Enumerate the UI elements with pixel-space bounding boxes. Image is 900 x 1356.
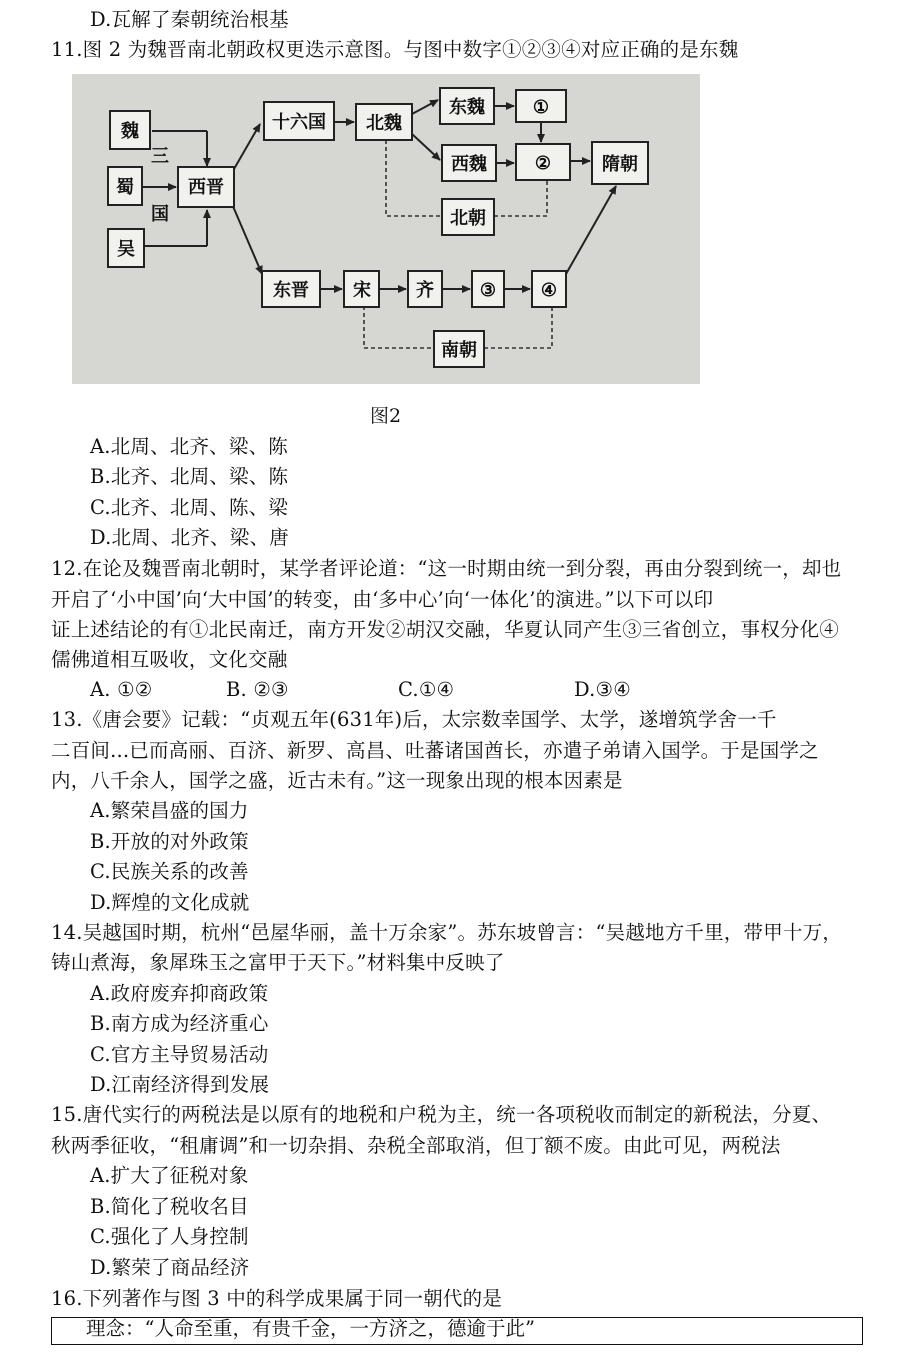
q14-option-c[interactable]: C.官方主导贸易活动 [90,1043,269,1066]
q15-option-c[interactable]: C.强化了人身控制 [90,1225,249,1248]
q14-stem-line-1: 14.吴越国时期，杭州“邑屋华丽，盖十万余家”。苏东坡曾言：“吴越地方千里，带甲十万， [51,921,843,944]
label-n4: ④ [540,280,558,301]
q14-option-a[interactable]: A.政府废弃抑商政策 [90,982,269,1005]
label-beichao: 北朝 [450,208,486,229]
label-xiwei: 西魏 [451,154,487,175]
q13-option-a[interactable]: A.繁荣昌盛的国力 [90,799,249,822]
q16-stem: 16.下列著作与图 3 中的科学成果属于同一朝代的是 [51,1287,503,1310]
q12-option-a[interactable]: A. ①② [90,678,153,701]
q12-option-d[interactable]: D.③④ [574,678,631,701]
q10-option-d: D.瓦解了秦朝统治根基 [90,8,289,31]
q14-option-b[interactable]: B.南方成为经济重心 [90,1012,269,1035]
arrow-beiwei-dongwei [412,100,438,114]
q13-stem-line-2: 二百间...已而高丽、百济、新罗、高昌、吐蕃诸国酋长，亦遣子弟请入国学。于是国学之 [51,739,819,762]
q11-option-a[interactable]: A.北周、北齐、梁、陈 [90,435,288,458]
label-qi: 齐 [416,280,434,301]
arrow-n4-suichao [566,186,616,274]
q16-figure-3-box [51,1317,863,1345]
label-n2: ② [534,153,552,174]
q12-option-b[interactable]: B. ②③ [226,678,289,701]
q16-box-text: 理念：“人命至重，有贵千金，一方济之，德逾于此” [86,1317,535,1340]
dash-song-nanchao [364,306,434,348]
q11-option-d[interactable]: D.北周、北齐、梁、唐 [90,526,289,549]
q13-stem-line-1: 13.《唐会要》记载：“贞观五年(631年)后，太宗数幸国学、太学，遂增筑学舍一千 [51,708,777,731]
label-song: 宋 [353,280,371,301]
label-n1: ① [532,97,550,118]
q15-option-b[interactable]: B.简化了税收名目 [90,1195,249,1218]
q11-stem: 11.图 2 为魏晋南北朝政权更迭示意图。与图中数字①②③④对应正确的是东魏 [51,38,739,61]
label-sanguo-1: 三 [151,146,169,167]
dash-beichao-n2 [494,180,547,216]
label-n3: ③ [479,280,497,301]
arrow-xijin-shiliuguo [234,124,260,169]
q15-option-d[interactable]: D.繁荣了商品经济 [90,1256,250,1279]
q13-option-c[interactable]: C.民族关系的改善 [90,860,249,883]
label-wu: 吴 [117,239,135,260]
label-xijin: 西晋 [188,177,224,198]
q14-stem-line-2: 铸山煮海，象犀珠玉之富甲于天下。”材料集中反映了 [51,951,505,974]
label-suichao: 隋朝 [602,154,638,175]
q13-option-d[interactable]: D.辉煌的文化成就 [90,891,250,914]
label-dongjin: 东晋 [273,280,309,301]
dash-nanchao-n4 [484,306,552,348]
q13-option-b[interactable]: B.开放的对外政策 [90,830,249,853]
q12-stem-line-2: 开启了‘小中国’向‘大中国’的转变，由‘多中心’向‘一体化’的演进。”以下可以印 [51,588,714,611]
label-beiwei: 北魏 [366,113,402,134]
label-nanchao: 南朝 [441,340,477,361]
q14-option-d[interactable]: D.江南经济得到发展 [90,1073,270,1096]
q13-stem-line-3: 内，八千余人，国学之盛，近古未有。”这一现象出现的根本因素是 [51,769,623,792]
figure-2-caption: 图2 [370,405,402,427]
q15-stem-line-2: 秋两季征收，“租庸调”和一切杂捐、杂税全部取消，但丁额不废。由此可见，两税法 [51,1134,781,1157]
q15-stem-line-1: 15.唐代实行的两税法是以原有的地税和户税为主，统一各项税收而制定的新税法，分夏、 [51,1103,832,1126]
arrow-xijin-dongjin [232,204,262,274]
q11-option-b[interactable]: B.北齐、北周、梁、陈 [90,465,289,488]
q12-stem-line-3: 证上述结论的有①北民南迁，南方开发②胡汉交融，华夏认同产生③三省创立，事权分化④ [51,618,840,641]
q11-option-c[interactable]: C.北齐、北周、陈、梁 [90,496,289,519]
label-sanguo-2: 国 [151,204,169,225]
label-dongwei: 东魏 [449,97,485,118]
figure-2-regime-diagram [72,74,700,384]
label-shiliuguo: 十六国 [272,112,326,133]
q12-option-c[interactable]: C.①④ [398,678,455,701]
q15-option-a[interactable]: A.扩大了征税对象 [90,1164,249,1187]
dash-beiwei-beichao [386,140,442,216]
arrow-beiwei-xiwei [412,134,440,160]
label-wei: 魏 [121,121,139,142]
q12-stem-line-1: 12.在论及魏晋南北朝时，某学者评论道：“这一时期由统一到分裂，再由分裂到统一，却也 [51,557,842,580]
label-shu: 蜀 [116,177,134,198]
q12-stem-line-4: 儒佛道相互吸收，文化交融 [51,648,288,671]
